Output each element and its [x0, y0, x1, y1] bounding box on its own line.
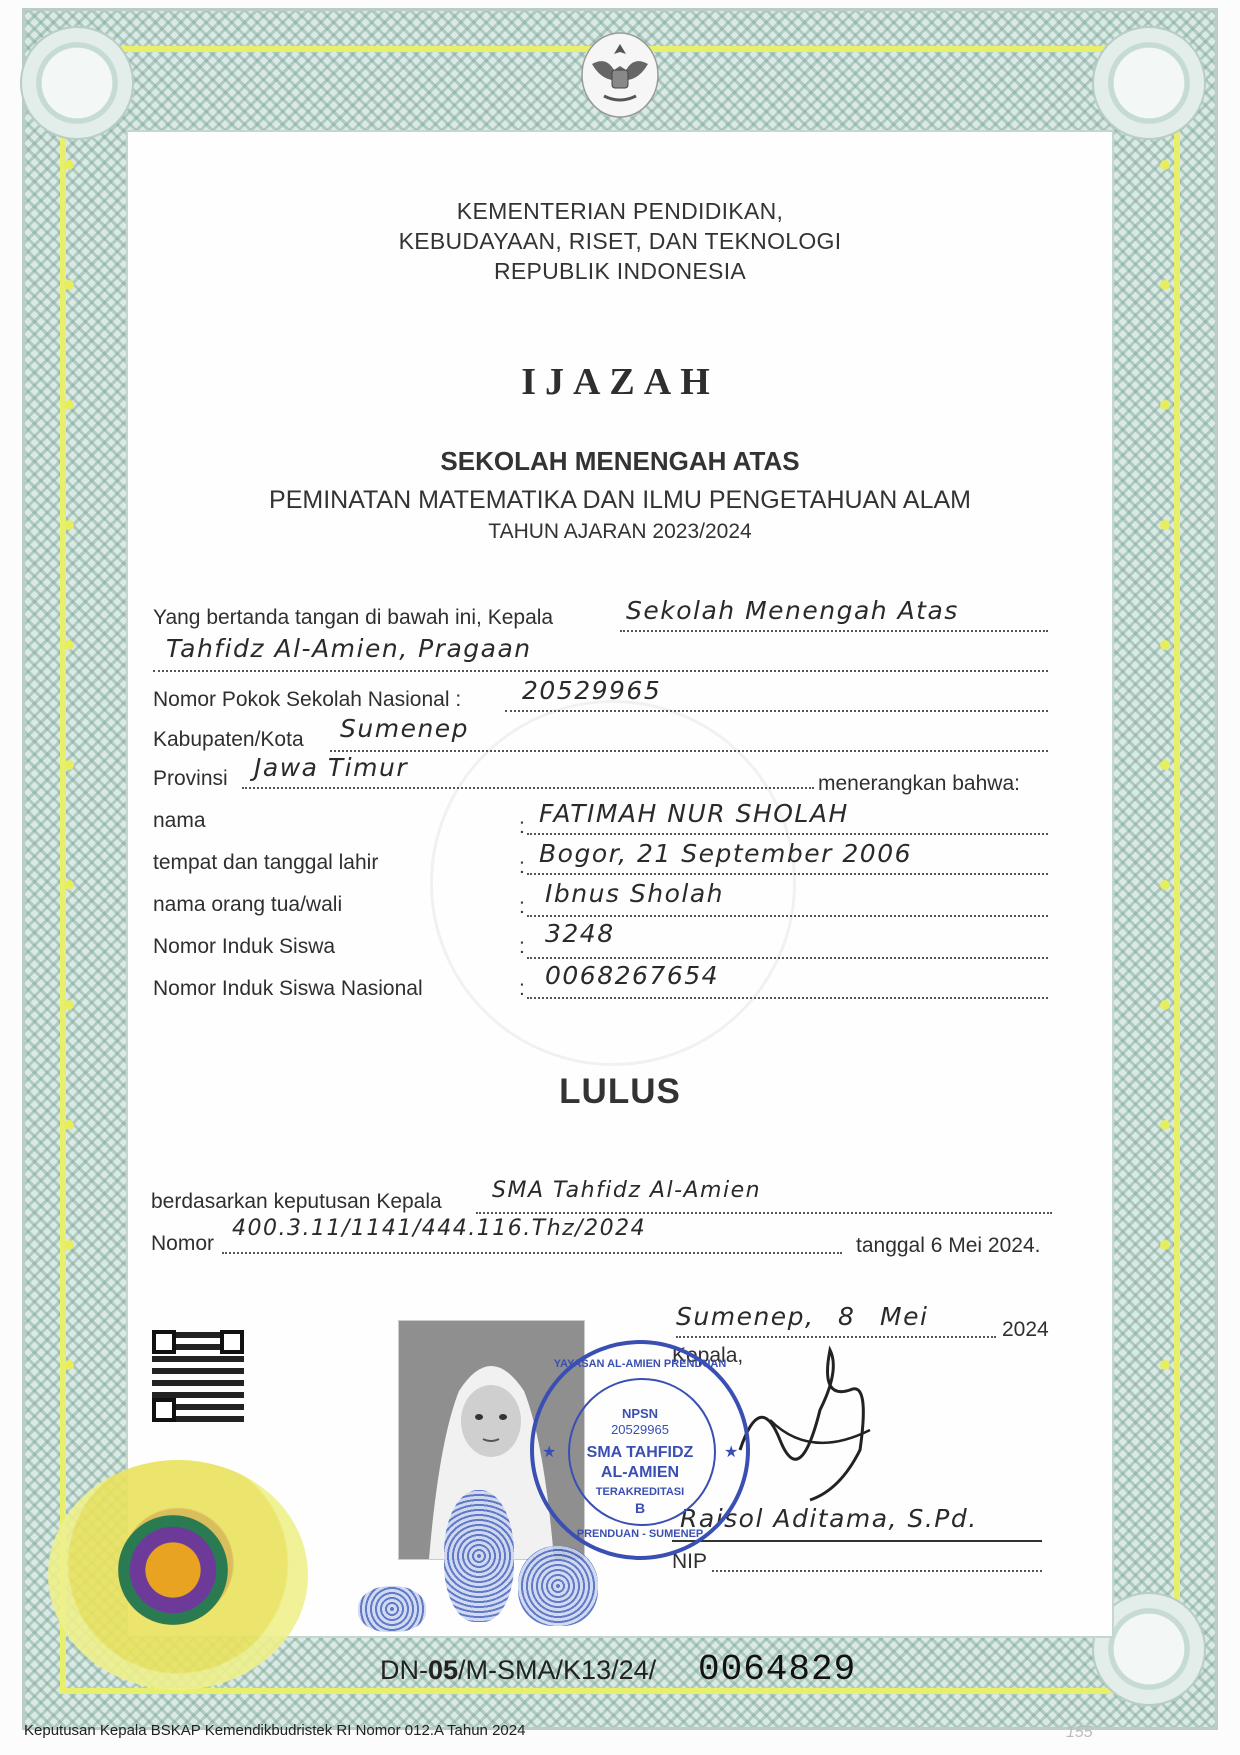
colon: :: [519, 977, 525, 1000]
serial-prefix-b: 05: [428, 1655, 459, 1685]
dotted-line: [153, 670, 1048, 672]
birth-value: Bogor, 21 September 2006: [539, 839, 912, 868]
parent-value: Ibnus Sholah: [545, 879, 725, 908]
stamp-npsn-label: NPSN: [621, 1406, 659, 1421]
decision-number-value: 400.3.11/1141/444.116.Thz/2024: [232, 1216, 647, 1241]
province-label: Provinsi: [153, 767, 228, 790]
qr-code: [152, 1330, 244, 1422]
document-title: IJAZAH: [521, 361, 719, 403]
fingerprint-small: [518, 1546, 598, 1626]
ministry-line-1: KEMENTERIAN PENDIDIKAN,: [456, 198, 784, 224]
field-label-birth: tempat dan tanggal lahir: [153, 851, 379, 874]
dotted-line: [527, 833, 1048, 835]
province-value: Jawa Timur: [254, 753, 409, 782]
field-label-parent: nama orang tua/wali: [153, 893, 343, 916]
school-type: SEKOLAH MENENGAH ATAS: [440, 446, 800, 476]
school-name-line-1: Sekolah Menengah Atas: [626, 596, 959, 625]
dotted-line: [620, 630, 1048, 632]
dotted-line: [527, 873, 1048, 875]
corner-rosette-top-right: [1092, 26, 1206, 140]
corner-handwritten-note: 155: [1066, 1724, 1093, 1741]
dotted-line: [330, 750, 1048, 752]
city-label: Kabupaten/Kota: [153, 728, 304, 751]
sign-year: 2024: [1002, 1318, 1049, 1341]
nis-value: 3248: [545, 919, 615, 948]
signature-line: [672, 1540, 1042, 1542]
program-name: PEMINATAN MATEMATIKA DAN ILMU PENGETAHUAN ALAM: [269, 486, 971, 514]
field-label-name: nama: [153, 809, 206, 832]
dotted-line: [527, 915, 1048, 917]
serial-number-area: [360, 1645, 890, 1693]
npsn-value: 20529965: [522, 676, 662, 705]
ministry-line-2: KEBUDAYAAN, RISET, DAN TEKNOLOGI: [398, 228, 842, 254]
corner-rosette-top-left: [20, 26, 134, 140]
serial-prefix: [380, 1655, 656, 1686]
result-status: LULUS: [559, 1072, 681, 1111]
dotted-line: [527, 957, 1048, 959]
sign-role: Kepala,: [672, 1344, 744, 1367]
nip-label: NIP: [672, 1550, 708, 1573]
dotted-line: [476, 1212, 1052, 1214]
decision-value: SMA Tahfidz Al-Amien: [492, 1178, 762, 1203]
decision-number-label: Nomor: [151, 1232, 215, 1255]
star-icon: ★: [724, 1444, 739, 1461]
stamp-top-text: YAYASAN AL-AMIEN PRENDUAN: [553, 1358, 727, 1370]
colon: :: [519, 935, 525, 958]
stamp-name-1: SMA TAHFIDZ: [586, 1444, 694, 1461]
legal-footer: Keputusan Kepala BSKAP Kemendikbudristek RI Nomor 012.A Tahun 2024: [24, 1722, 526, 1739]
sign-day: 8: [838, 1302, 856, 1331]
field-label-nisn: Nomor Induk Siswa Nasional: [153, 977, 423, 1000]
dotted-line: [712, 1570, 1042, 1572]
colon: :: [519, 855, 525, 878]
dotted-line: [222, 1252, 842, 1254]
fingerprint-partial: [358, 1586, 426, 1632]
tut-wuri-handayani-logo-icon: [118, 1515, 228, 1625]
dotted-line: [242, 787, 814, 789]
nisn-value: 0068267654: [545, 961, 720, 990]
academic-year: TAHUN AJARAN 2023/2024: [488, 520, 752, 543]
student-name-value: FATIMAH NUR SHOLAH: [539, 799, 849, 828]
field-label-nis: Nomor Induk Siswa: [153, 935, 336, 958]
garuda-emblem-icon: [580, 30, 660, 120]
student-fields: [153, 799, 1053, 1015]
stamp-name-2: AL-AMIEN: [600, 1464, 680, 1481]
declares-text: menerangkan bahwa:: [818, 772, 1020, 795]
city-value: Sumenep: [340, 714, 470, 743]
intro-label: Yang bertanda tangan di bawah ini, Kepala: [153, 606, 554, 629]
colon: :: [519, 895, 525, 918]
thumbprint-right: [444, 1490, 514, 1622]
stamp-npsn: 20529965: [611, 1422, 669, 1437]
serial-number: 0064829: [698, 1649, 857, 1690]
colon: :: [519, 815, 525, 838]
stamp-accreditation: TERAKREDITASI: [595, 1486, 685, 1498]
principal-name: Raisol Aditama, S.Pd.: [680, 1504, 978, 1533]
sign-month: Mei: [880, 1302, 929, 1331]
serial-prefix-a: DN-: [380, 1655, 428, 1685]
decision-date: tanggal 6 Mei 2024.: [856, 1234, 1041, 1257]
school-name-line-2: Tahfidz Al-Amien, Pragaan: [166, 634, 532, 663]
dotted-line: [527, 997, 1048, 999]
stamp-bottom-text: PRENDUAN - SUMENEP: [576, 1528, 704, 1540]
ministry-header: [0, 196, 1240, 286]
dotted-line: [505, 710, 1048, 712]
serial-prefix-c: /M-SMA/K13/24/: [458, 1655, 657, 1685]
ministry-line-3: REPUBLIK INDONESIA: [493, 258, 747, 284]
stamp-grade: B: [634, 1500, 646, 1516]
decision-label: berdasarkan keputusan Kepala: [151, 1190, 442, 1213]
school-stamp: [530, 1340, 750, 1560]
sign-place: Sumenep,: [676, 1302, 815, 1331]
star-icon: ★: [542, 1444, 557, 1461]
npsn-label: Nomor Pokok Sekolah Nasional :: [153, 688, 462, 711]
